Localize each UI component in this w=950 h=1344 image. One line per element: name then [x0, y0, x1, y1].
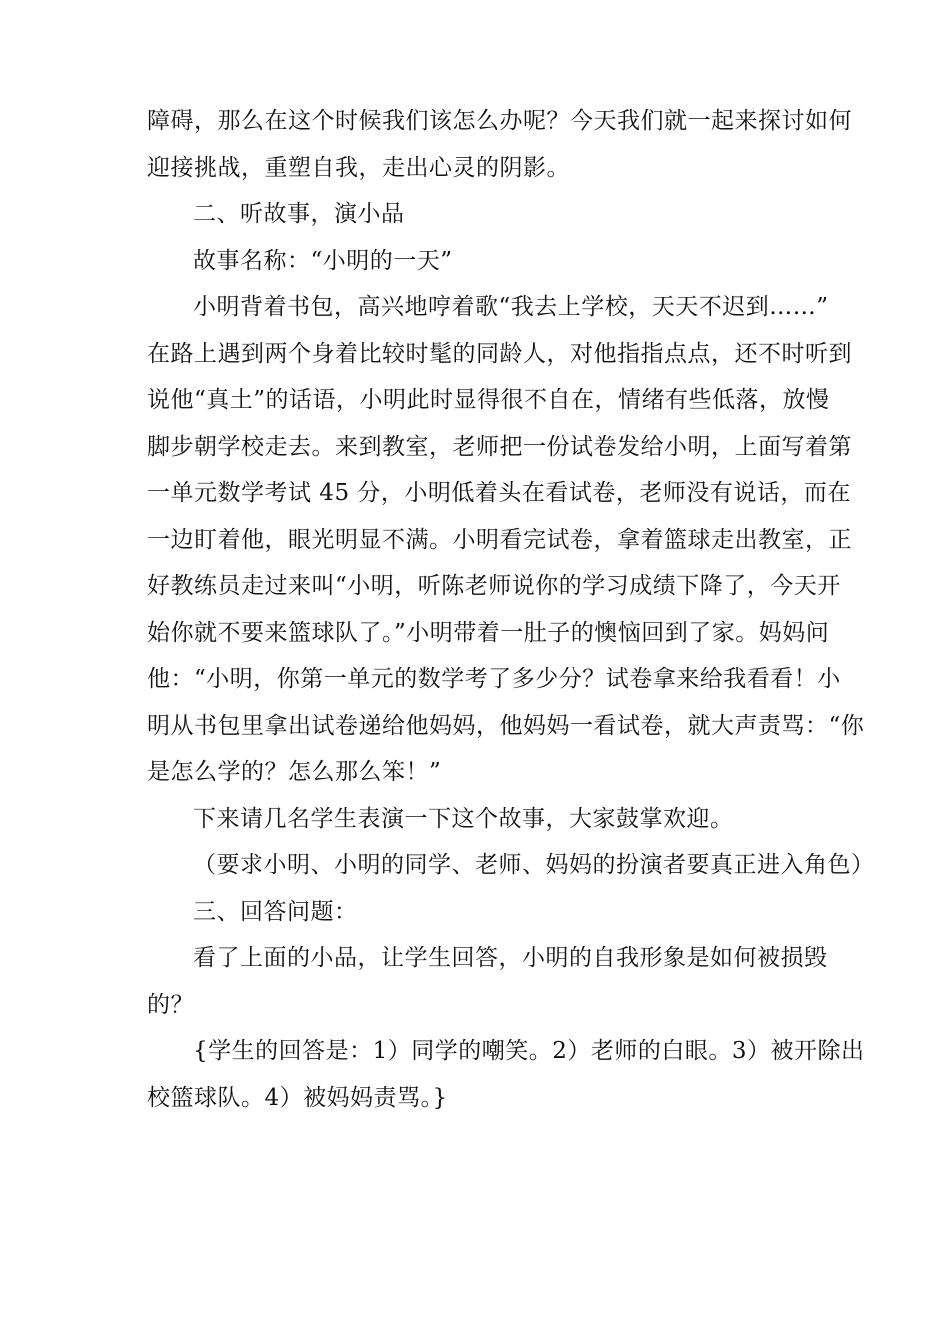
text-line: 的？	[147, 991, 194, 1018]
text-line: {学生的回答是：1）同学的嘲笑。2）老师的白眼。3）被开除出	[193, 1038, 865, 1064]
text-line: （要求小明、小明的同学、老师、妈妈的扮演者要真正进入角色）	[193, 852, 875, 878]
text-line: 是怎么学的？怎么那么笨！”	[147, 759, 442, 785]
text-line: 他：“小明，你第一单元的数学考了多少分？试卷拿来给我看看！小	[147, 666, 841, 692]
text-line: 看了上面的小品，让学生回答，小明的自我形象是如何被损毁	[193, 945, 828, 971]
text-line: 明从书包里拿出试卷递给他妈妈，他妈妈一看试卷，就大声责骂：“你	[147, 712, 865, 739]
text-line: 下来请几名学生表演一下这个故事，大家鼓掌欢迎。	[193, 805, 734, 832]
story-title: 故事名称：“小明的一天”	[193, 247, 453, 274]
text-line: 一边盯着他，眼光明显不满。小明看完试卷，拿着篮球走出教室，正	[147, 526, 852, 553]
text-line: 障碍，那么在这个时候我们该怎么办呢？今天我们就一起来探讨如何	[147, 108, 852, 134]
text-line: 迎接挑战，重塑自我，走出心灵的阴影。	[147, 154, 570, 181]
text-line: 好教练员走过来叫“小明，听陈老师说你的学习成绩下降了，今天开	[147, 573, 841, 599]
text-line: 在路上遇到两个身着比较时髦的同龄人，对他指指点点，还不时听到	[147, 340, 852, 367]
body-text	[147, 98, 875, 1121]
text-line: 校篮球队。4）被妈妈责骂。}	[147, 1084, 448, 1111]
text-line: 脚步朝学校走去。来到教室，老师把一份试卷发给小明，上面写着第	[147, 433, 852, 460]
text-line: 小明背着书包，高兴地哼着歌“我去上学校，天天不迟到……”	[193, 294, 829, 320]
section-heading: 三、回答问题：	[193, 898, 358, 925]
text-line: 始你就不要来篮球队了。”小明带着一肚子的懊恼回到了家。妈妈问	[147, 619, 830, 646]
text-line: 一单元数学考试 45 分，小明低着头在看试卷，老师没有说话，而在	[147, 480, 851, 506]
section-heading: 二、听故事，演小品	[193, 201, 405, 227]
text-line: 说他“真土”的话语，小明此时显得很不自在，情绪有些低落，放慢	[147, 387, 830, 413]
